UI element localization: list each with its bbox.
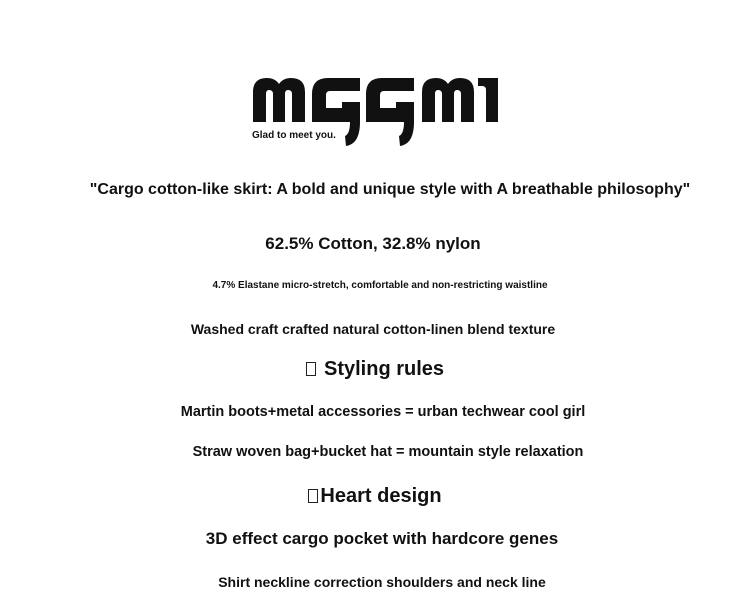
logo-tagline: Glad to meet you. [252,130,336,141]
heart-design-feature: Shirt neckline correction shoulders and neck line [218,574,546,590]
styling-rules-title [0,358,750,381]
styling-rule-item: Straw woven bag+bucket hat = mountain style relaxation [192,444,584,460]
heart-design-label: Heart design [320,485,442,507]
box-icon [306,362,316,376]
heart-design-title [0,485,750,508]
composition-text: 62.5% Cotton, 32.8% nylon [265,234,481,253]
mggm-logo-icon [250,72,502,150]
heart-design-feature: 3D effect cargo pocket with hardcore genes [205,529,559,548]
texture-text: Washed craft crafted natural cotton-linen blend texture [190,321,556,337]
styling-rule-item: Martin boots+metal accessories = urban techwear cool girl [180,404,586,420]
product-headline: "Cargo cotton-like skirt: A bold and unique style with A breathable philosophy" [89,181,691,198]
brand-logo [250,72,502,150]
styling-rules-label: Styling rules [323,358,445,380]
elastane-note: 4.7% Elastane micro-stretch, comfortable and non-restricting waistline [212,280,548,291]
box-icon [308,489,318,503]
